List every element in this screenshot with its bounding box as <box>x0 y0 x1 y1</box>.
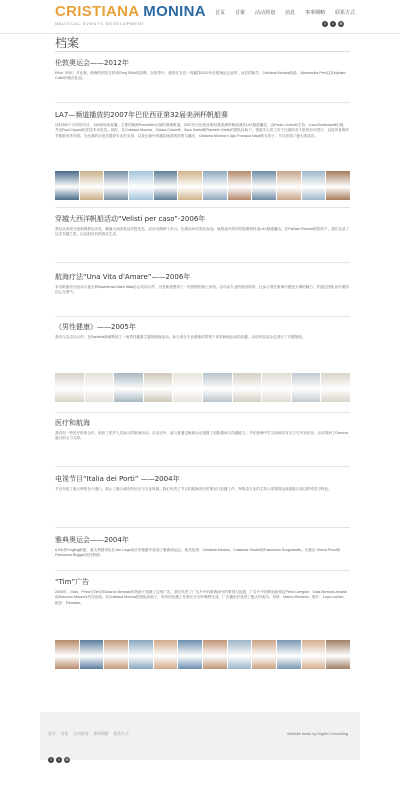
section-body: 2005年，Gala、Petra与Tim在Edoardo Bennato的协助下拍摄了这则广告。我们负责了广告片中的航海部分的策划与拍摄，广告片中的帆船场景由Petra Loregian、Gaia Bermani Amaral和Giacomo Mazzoni共同出演。在Cristiana Monina的团队协助下，所有的拍摄工作都在计划中顺利完成，广告播出后获得了极大的成功。导演：Mauro Mortaroli；制片：Luca Luchini；配乐：Filmaster。 <box>55 590 347 605</box>
section-title: 电视节目“Italia dei Porti” ——2004年 <box>55 475 180 483</box>
gallery-photo[interactable] <box>233 373 262 402</box>
gallery-photo[interactable] <box>154 171 178 200</box>
gallery-photo[interactable] <box>85 373 114 402</box>
footer-nav <box>48 732 129 737</box>
gallery-photo[interactable] <box>178 171 202 200</box>
nav-item-archive[interactable]: 首案 <box>235 10 246 16</box>
gallery-photo[interactable] <box>144 373 173 402</box>
section-divider <box>55 466 350 467</box>
footer-nav-press[interactable]: 事事纲略 <box>93 732 109 736</box>
social-links <box>322 21 344 27</box>
logo-name-part1: CRISTIANA <box>55 3 139 20</box>
site-header <box>0 0 400 34</box>
footer-nav-events[interactable]: 活动规划 <box>73 732 89 736</box>
gallery-photo[interactable] <box>326 171 350 200</box>
footer-nav-home[interactable]: 首页 <box>48 732 56 736</box>
gallery-photo[interactable] <box>228 640 252 669</box>
section-body: 我们从西班牙加那利群岛出发，横渡大西洋抵达安提瓜岛，活动为期两个多月。比赛由30名船员参加，航程途中的所有影像资料由LA7频道播出，在Patrizio Roversi的指导下，我们记录了这次穿越之旅，以及船员们的真实生活。 <box>55 227 350 237</box>
section-body: 本次帆船疗法活动与意大利Assistenza Mare Italia协会共同合作，为受助者提供了一次独特的海上体验。活动由专业的船员陪同，让参与者在航海中感受大海的魅力，并通过团队协作重拾信心与勇气。 <box>55 285 349 295</box>
archive-section-italia-dei-porti <box>55 474 350 492</box>
section-title: 穿越大西洋帆船活动“Velisti per caso”-2006年 <box>55 215 206 223</box>
section-title: 雅典奥运会——2004年 <box>55 536 129 544</box>
gallery-photo[interactable] <box>173 373 202 402</box>
archive-section-mens-health <box>55 322 350 340</box>
logo-name-part2: MONINA <box>143 3 206 20</box>
main-nav <box>210 9 360 17</box>
photo-strip-mens-health <box>55 373 350 402</box>
section-divider <box>55 102 350 103</box>
email-icon[interactable]: ✉ <box>65 757 69 762</box>
archive-section-la7-americas-cup <box>55 110 350 139</box>
logo[interactable] <box>55 3 206 28</box>
gallery-photo[interactable] <box>55 171 79 200</box>
section-title: 《男性健康》——2005年 <box>55 323 136 331</box>
gallery-photo[interactable] <box>277 171 301 200</box>
nav-item-news[interactable]: 消息 <box>285 10 296 16</box>
nav-item-events[interactable]: 活动规划 <box>255 10 276 16</box>
facebook-icon[interactable]: f <box>322 21 328 27</box>
section-title: “Tim”广告 <box>55 578 90 586</box>
email-icon[interactable]: ✉ <box>339 21 343 26</box>
gallery-photo[interactable] <box>203 171 227 200</box>
archive-section-una-vita-damare <box>55 272 350 296</box>
gallery-photo[interactable] <box>203 640 227 669</box>
gallery-photo[interactable] <box>228 171 252 200</box>
gallery-photo[interactable] <box>252 640 276 669</box>
section-body: 节目介绍了意大利的各个港口，展示了港口城市的历史与文化风貌。我们负责了节目的航海部分的策划与拍摄工作，每集由专业的主持人带领观众探索港口周边的风景与特色。 <box>55 487 332 491</box>
gallery-photo[interactable] <box>262 373 291 402</box>
gallery-photo[interactable] <box>277 640 301 669</box>
section-title: 医疗和航海 <box>55 419 90 427</box>
section-title: 伦敦奥运会——2012年 <box>55 59 129 67</box>
gallery-photo[interactable] <box>129 640 153 669</box>
footer-nav-contact[interactable]: 联系方式 <box>113 732 129 736</box>
gallery-photo[interactable] <box>178 640 202 669</box>
section-title: LA7—频道播放的2007年巴伦西亚第32届美洲杯帆船赛 <box>55 111 229 119</box>
logo-wordmark <box>55 3 206 20</box>
site-footer <box>40 712 360 760</box>
section-body: 我们同一些医疗机构合作，组织了医护人员参与的航海活动。在活动中，参与者通过帆船运动加强了团队精神与沟通能力，并在航海中学习如何应对压力与突发状况。活动得到了Genova港口的大力支持。 <box>55 431 348 441</box>
twitter-icon[interactable]: t <box>330 21 336 27</box>
gallery-photo[interactable] <box>114 373 143 402</box>
footer-credit[interactable]: Website made by Digitex Consulting <box>287 732 348 736</box>
gallery-photo[interactable] <box>302 640 326 669</box>
facebook-icon[interactable]: f <box>48 757 54 763</box>
page-title: 档案 <box>55 36 80 50</box>
gallery-photo[interactable] <box>154 640 178 669</box>
twitter-icon[interactable]: t <box>56 757 62 763</box>
section-divider <box>55 412 350 413</box>
nav-item-press[interactable]: 事事纲略 <box>305 10 326 16</box>
nav-item-home[interactable]: 首页 <box>215 10 226 16</box>
nav-item-contact[interactable]: 联系方式 <box>335 10 356 16</box>
gallery-photo[interactable] <box>326 640 350 669</box>
section-divider <box>55 570 350 571</box>
gallery-photo[interactable] <box>203 373 232 402</box>
gallery-photo[interactable] <box>302 171 326 200</box>
gallery-photo[interactable] <box>80 640 104 669</box>
gallery-photo[interactable] <box>55 373 84 402</box>
logo-tagline: NAUTICAL EVENTS DEVELOPMENT <box>55 21 145 26</box>
section-body: 历时300个小时的节目，150家现场直播。主要的航海Portobello区域的赛事报道，2007年巴伦西亚第32届美洲杯帆船赛在LA7频道播放，由Paolo Cecinelli主持，Luca Bontempelli出镜，并由Paul Cayard担任技术评论员。同时，在Cristiana Monina、Chiara Cetorelli、Sara Sartini和Rachele Vitello的团队协助下，报道中心的工作于比赛的各个阶段有序进行，以及所有的环节都被妥善安排。为比赛的评论员提供专业的支持，以及比赛中的精彩画面的采集与播出，Cristiana Monina e Ugo Francica Nava的支持下，节目获得了极大的成功。 <box>55 123 349 138</box>
section-divider <box>55 262 350 263</box>
gallery-photo[interactable] <box>321 373 350 402</box>
archive-section-medicine-sailing <box>55 418 350 442</box>
archive-section-london-2012 <box>55 58 350 82</box>
gallery-photo[interactable] <box>104 640 128 669</box>
section-title: 航海疗法“Una Vita d'Amare”——2006年 <box>55 273 191 281</box>
section-divider <box>55 316 350 317</box>
archive-section-athens-2004 <box>55 535 350 559</box>
section-divider <box>55 527 350 528</box>
section-body: Elliot（B米）对比赛，航海的团员支持者Greg Elliot的品牌，在世界中，他的好友们一同赢得2012年伦敦奥运会冠军。此后的船员：Cristiana Monina航船、Alessandra Petri以及Myriam Colini的船员队伍。 <box>55 71 346 81</box>
section-body: 我们与杂志社合作，在Sardinia海域策划了一场男性健康主题的航海活动，参与者在专业教练的带领下体验帆船运动的乐趣，活动内容由杂志进行了专题报道。 <box>55 335 306 339</box>
footer-nav-archive[interactable]: 首案 <box>60 732 69 736</box>
gallery-photo[interactable] <box>55 640 79 669</box>
footer-social-links <box>48 757 70 763</box>
archive-section-velisti-per-caso <box>55 214 350 238</box>
archive-section-tim-ad <box>55 577 350 606</box>
photo-strip-americas-cup <box>55 171 350 200</box>
section-body: 6.5米的Yngling帆船，意大利国家队在Jan Linge设计的赛艇中参加了雅典奥运会。船员包括：Cristiana Monina、Costanza Giudici和Francesca Scognamillo。比赛由 Sirena Pucci和Francesca Ruggeri担任教练。 <box>55 548 341 558</box>
title-divider <box>55 51 350 52</box>
section-divider <box>55 207 350 208</box>
gallery-photo[interactable] <box>252 171 276 200</box>
gallery-photo[interactable] <box>80 171 104 200</box>
photo-strip-tim-ad <box>55 640 350 669</box>
gallery-photo[interactable] <box>104 171 128 200</box>
gallery-photo[interactable] <box>292 373 321 402</box>
gallery-photo[interactable] <box>129 171 153 200</box>
